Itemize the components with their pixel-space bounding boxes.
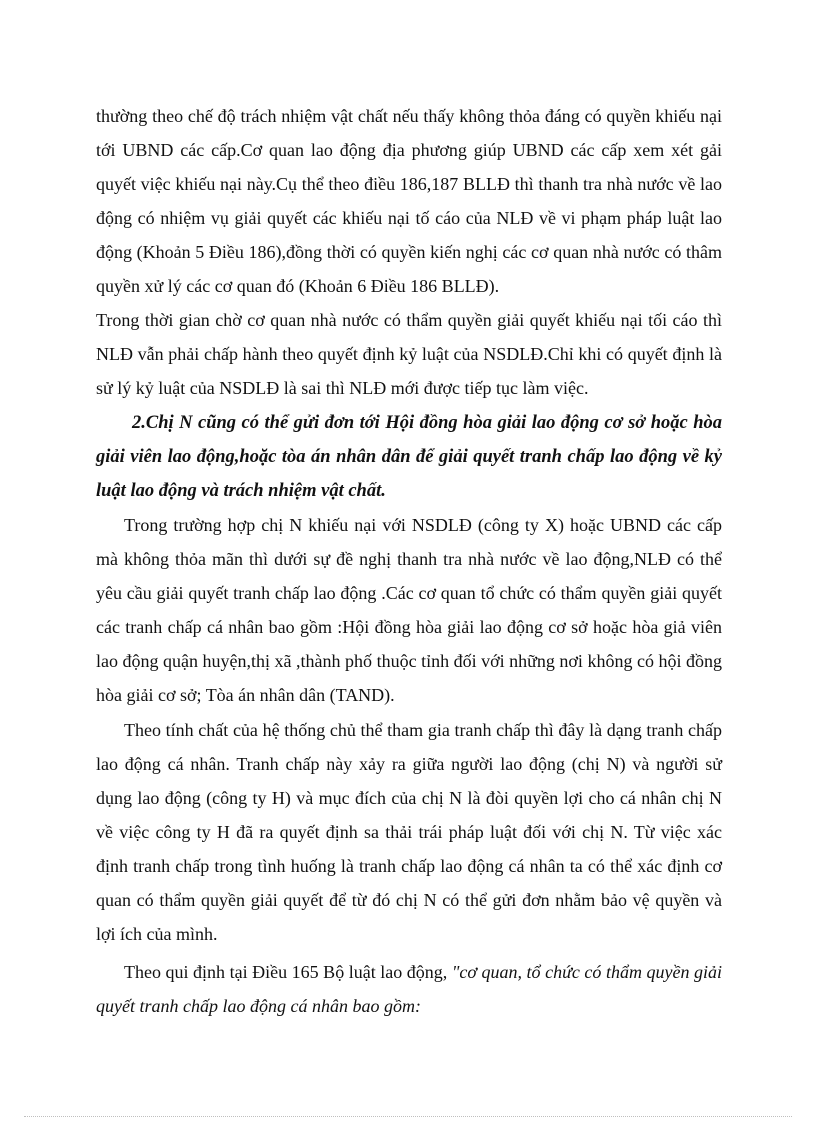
body-paragraph-1: thường theo chế độ trách nhiệm vật chất nếu thấy không thỏa đáng có quyền khiếu nại tới UBND các cấp.Cơ quan lao động địa phương giúp UBND các cấp xem xét gải quyết việc khiếu nại này.Cụ thể theo điều 186,187 BLLĐ thì thanh tra nhà nước về lao động có nhiệm vụ giải quyết các khiếu nại tố cáo của NLĐ về vi phạm pháp luật lao động (Khoản 5 Điều 186),đồng thời có quyền kiến nghị các cơ quan nhà nước có thâm quyền xử lý các cơ quan đó (Khoản 6 Điều 186 BLLĐ). bbox=[96, 106, 722, 296]
legal-quote: "cơ quan, tổ chức có thẩm quyền giải quyết tranh chấp lao động cá nhân bao gồm: bbox=[96, 962, 722, 1016]
body-paragraph-3: Trong trường hợp chị N khiếu nại với NSDLĐ (công ty X) hoặc UBND các cấp mà không thỏa mãn thì dưới sự đề nghị thanh tra nhà nước về lao động,NLĐ có thể yêu cầu giải quyết tranh chấp lao động .Các cơ quan tổ chức có thẩm quyền giải quyết các tranh chấp cá nhân bao gồm :Hội đồng hòa giải lao động cơ sở hoặc hòa giả viên lao động quận huyện,thị xã ,thành phố thuộc tỉnh đối với những nơi không có hội đồng hòa giải cơ sở; Tòa án nhân dân (TAND). bbox=[96, 515, 722, 705]
section-heading-2: 2.Chị N cũng có thể gửi đơn tới Hội đồng hòa giải lao động cơ sở hoặc hòa giải viên lao động,hoặc tòa án nhân dân để giải quyết tranh chấp lao động về kỷ luật lao động và trách nhiệm vật chất. bbox=[96, 413, 722, 501]
paragraph-5-lead: Theo qui định tại Điều 165 Bộ luật lao động, bbox=[124, 962, 452, 982]
body-paragraph-5 bbox=[96, 955, 722, 1023]
body-paragraph-4: Theo tính chất của hệ thống chủ thể tham gia tranh chấp thì đây là dạng tranh chấp lao động cá nhân. Tranh chấp này xảy ra giữa người lao động (chị N) và người sử dụng lao động (công ty H) và mục đích của chị N là đòi quyền lợi cho cá nhân chị N về việc công ty H đã ra quyết định sa thải trái pháp luật đối với chị N. Từ việc xác định tranh chấp trong tình huống là tranh chấp lao động cá nhân ta có thể xác định cơ quan có thẩm quyền giải quyết để từ đó chị N có thể gửi đơn nhằm bảo vệ quyền và lợi ích của mình. bbox=[96, 720, 722, 944]
page-bottom-divider bbox=[24, 1116, 792, 1117]
body-paragraph-2: Trong thời gian chờ cơ quan nhà nước có thẩm quyền giải quyết khiếu nại tối cáo thì NLĐ vẫn phải chấp hành theo quyết định kỷ luật của NSDLĐ.Chỉ khi có quyết định là sử lý kỷ luật của NSDLĐ là sai thì NLĐ mới được tiếp tục làm việc. bbox=[96, 310, 722, 398]
